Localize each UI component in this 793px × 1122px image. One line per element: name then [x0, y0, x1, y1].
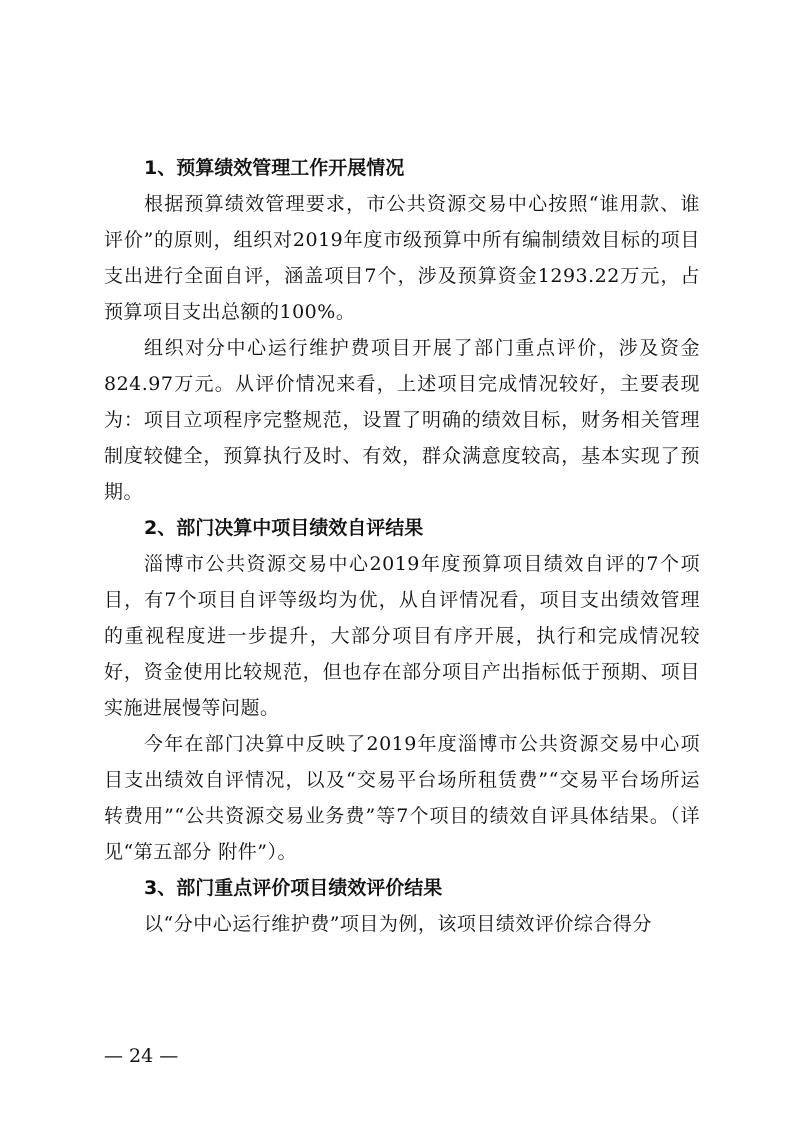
section-1-paragraph-2: 组织对分中心运行维护费项目开展了部门重点评价，涉及资金824.97万元。从评价情况来看，上述项目完成情况较好，主要表现为：项目立项程序完整规范，设置了明确的绩效目标，财务相关管理制度较健全，预算执行及时、有效，群众满意度较高，基本实现了预期。: [104, 337, 700, 503]
section-2-heading: 2、部门决算中项目绩效自评结果: [144, 517, 424, 539]
section-3-paragraph-1: 以“分中心运行维护费”项目为例，该项目绩效评价综合得分: [144, 913, 652, 935]
section-2-paragraph-1: 淄博市公共资源交易中心2019年度预算项目绩效自评的7个项目，有7个项目自评等级均为优，从自评情况看，项目支出绩效管理的重视程度进一步提升，大部分项目有序开展，执行和完成情况较好，资金使用比较规范，但也存在部分项目产出指标低于预期、项目实施进展慢等问题。: [104, 553, 700, 719]
section-1-heading: 1、预算绩效管理工作开展情况: [144, 157, 405, 179]
section-1-paragraph-1: 根据预算绩效管理要求，市公共资源交易中心按照“谁用款、谁评价”的原则，组织对2019年度市级预算中所有编制绩效目标的项目支出进行全面自评，涵盖项目7个，涉及预算资金1293.22万元，占预算项目支出总额的100%。: [104, 193, 700, 323]
page-content: [104, 150, 700, 942]
section-2-paragraph-2: 今年在部门决算中反映了2019年度淄博市公共资源交易中心项目支出绩效自评情况，以及“交易平台场所租赁费”“交易平台场所运转费用”“公共资源交易业务费”等7个项目的绩效自评具体结果。（详见“第五部分 附件”）。: [104, 733, 700, 863]
section-3-heading: 3、部门重点评价项目绩效评价结果: [144, 877, 443, 899]
page-number: — 24 —: [104, 1045, 179, 1067]
